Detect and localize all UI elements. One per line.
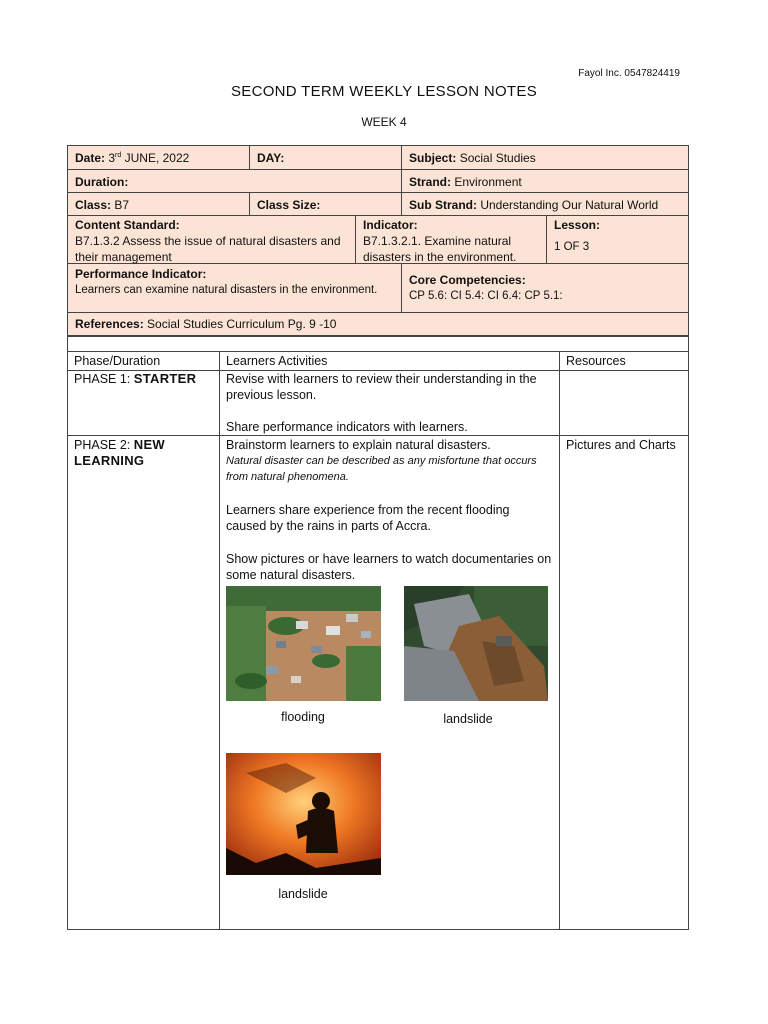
subject-value: Social Studies: [459, 151, 536, 165]
phase-2-name: NEW LEARNING: [74, 437, 165, 468]
phase-2-label: [68, 436, 219, 470]
phase-2-prefix: PHASE 2:: [74, 438, 131, 452]
strand-label: Strand:: [409, 175, 451, 189]
references-label: References:: [75, 317, 144, 331]
landslide-photo: [404, 586, 548, 701]
performance-indicator-value: Learners can examine natural disasters in the environment.: [75, 284, 378, 296]
phase-1-name: STARTER: [133, 371, 197, 386]
phase-2-activities: [220, 436, 559, 584]
core-competencies-label: Core Competencies:: [409, 273, 526, 287]
references-value: Social Studies Curriculum Pg. 9 -10: [147, 317, 337, 331]
lesson-cell: [547, 215, 688, 257]
day-cell: [250, 148, 400, 168]
flooding-caption: flooding: [281, 710, 325, 724]
class-size-cell: [250, 195, 400, 215]
class-label: Class:: [75, 198, 112, 212]
content-standard-label: Content Standard:: [75, 218, 180, 232]
content-standard-cell: [68, 215, 355, 267]
date-cell: [68, 148, 248, 168]
performance-indicator-cell: [68, 264, 401, 300]
class-cell: [68, 195, 248, 215]
class-size-label: Class Size:: [257, 198, 321, 212]
document-title: SECOND TERM WEEKLY LESSON NOTES: [230, 83, 538, 100]
core-competencies-value: CP 5.6: CI 5.4: CI 6.4: CP 5.1:: [409, 290, 563, 302]
lesson-value: 1 OF 3: [554, 241, 590, 253]
header-learners-activities: Learners Activities: [226, 354, 328, 368]
phase-2-activity-brainstorm: Brainstorm learners to explain natural disasters.: [226, 438, 491, 452]
date-day: 3: [108, 151, 116, 165]
sub-strand-cell: [402, 195, 688, 215]
phase-1-activities: [220, 370, 559, 436]
date-value: JUNE, 2022: [124, 151, 190, 165]
duration-label: Duration:: [75, 175, 129, 189]
strand-cell: [402, 172, 688, 192]
sub-strand-value: Understanding Our Natural World: [480, 198, 659, 212]
week-label: WEEK 4: [361, 115, 407, 129]
indicator-cell: [356, 215, 546, 267]
date-suffix: rd: [115, 152, 122, 159]
activities-table: [67, 336, 689, 930]
company-contact: Fayol Inc. 0547824419: [578, 68, 680, 79]
day-label: DAY:: [257, 151, 285, 165]
phase-2-activity-share-experience: Learners share experience from the recent flooding caused by the rains in parts of Accra.: [226, 503, 510, 533]
lesson-label: Lesson:: [554, 218, 601, 232]
phase-1-label: [68, 370, 219, 388]
phase-1-activity-review: Revise with learners to review their understanding in the previous lesson.: [226, 372, 537, 402]
landslide-caption-2: landslide: [278, 887, 328, 901]
references-cell: [68, 314, 688, 334]
phase-1-prefix: PHASE 1:: [74, 372, 131, 386]
duration-cell: [68, 172, 398, 192]
phase-2-resources: Pictures and Charts: [566, 438, 676, 452]
sub-strand-label: Sub Strand:: [409, 198, 477, 212]
natural-disaster-definition: Natural disaster can be described as any misfortune that occurs from natural phenomena.: [226, 455, 537, 483]
header-phase-duration: Phase/Duration: [74, 354, 161, 368]
indicator-label: Indicator:: [363, 218, 418, 232]
phase-1-activity-share: Share performance indicators with learners.: [226, 420, 468, 434]
lesson-info-table: [67, 145, 689, 336]
performance-indicator-label: Performance Indicator:: [75, 267, 207, 281]
strand-value: Environment: [454, 175, 522, 189]
phase-2-activity-show-pictures: Show pictures or have learners to watch documentaries on some natural disasters.: [226, 552, 552, 582]
header-resources: Resources: [566, 354, 626, 368]
subject-label: Subject:: [409, 151, 457, 165]
date-label: Date:: [75, 151, 106, 165]
core-competencies-cell: [402, 270, 688, 306]
content-standard-value: B7.1.3.2 Assess the issue of natural disasters and their management: [75, 234, 341, 264]
flooding-photo: [226, 586, 381, 701]
subject-cell: [402, 148, 688, 168]
fire-photo: [226, 753, 381, 875]
class-value: B7: [114, 198, 130, 212]
landslide-caption-1: landslide: [443, 712, 493, 726]
indicator-value: B7.1.3.2.1. Examine natural disasters in the environment.: [363, 234, 517, 264]
